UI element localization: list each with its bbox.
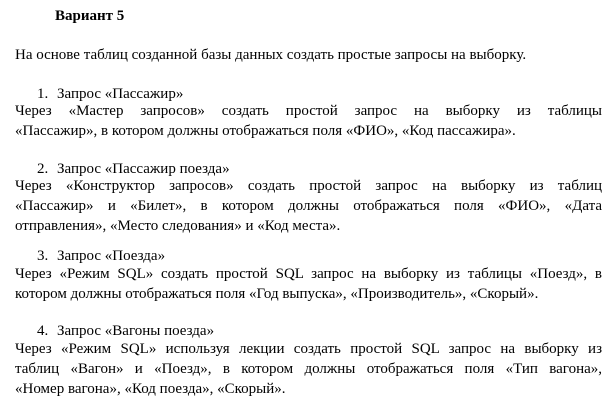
item-body-4 — [15, 339, 602, 399]
item-body-3 — [15, 264, 602, 304]
body-line: отправления», «Место следования» и «Код места». — [15, 218, 341, 234]
body-line: «Номер вагона», «Код поезда», «Скорый». — [15, 381, 286, 397]
item-heading-3 — [37, 248, 165, 265]
item-heading-text: Запрос «Пассажир» — [57, 86, 184, 102]
item-heading-text: Запрос «Поезда» — [57, 248, 166, 264]
item-body-2 — [15, 176, 602, 236]
item-heading-4 — [37, 323, 214, 340]
item-heading-text: Запрос «Вагоны поезда» — [57, 323, 215, 339]
item-number: 1. — [37, 86, 49, 102]
item-number: 3. — [37, 248, 49, 264]
variant-title: Вариант 5 — [55, 8, 125, 24]
intro-paragraph: На основе таблиц созданной базы данных создать простые запросы на выборку. — [15, 47, 527, 63]
body-line: котором должны отображаться поля «Год выпуска», «Производитель», «Скорый». — [15, 286, 539, 302]
item-body-1 — [15, 101, 602, 141]
item-number: 4. — [37, 323, 49, 339]
body-line: «Пассажир» и «Билет», в котором должны отображаться поля «ФИО», «Дата — [15, 198, 602, 214]
item-heading-text: Запрос «Пассажир поезда» — [57, 161, 230, 177]
body-line: Через «Режим SQL» создать простой SQL запрос на выборку из таблицы «Поезд», в — [15, 266, 602, 282]
body-line: таблиц «Вагон» и «Поезд», в котором должны отображаться поля «Тип вагона», — [15, 361, 602, 377]
body-line: «Пассажир», в котором должны отображаться поля «ФИО», «Код пассажира». — [15, 123, 516, 139]
body-line: Через «Конструктор запросов» создать простой запрос на выборку из таблиц — [15, 178, 602, 194]
item-number: 2. — [37, 161, 49, 177]
body-line: Через «Режим SQL» используя лекции создать простой SQL запрос на выборку из — [15, 341, 602, 357]
body-line: Через «Мастер запросов» создать простой запрос на выборку из таблицы — [15, 103, 602, 119]
